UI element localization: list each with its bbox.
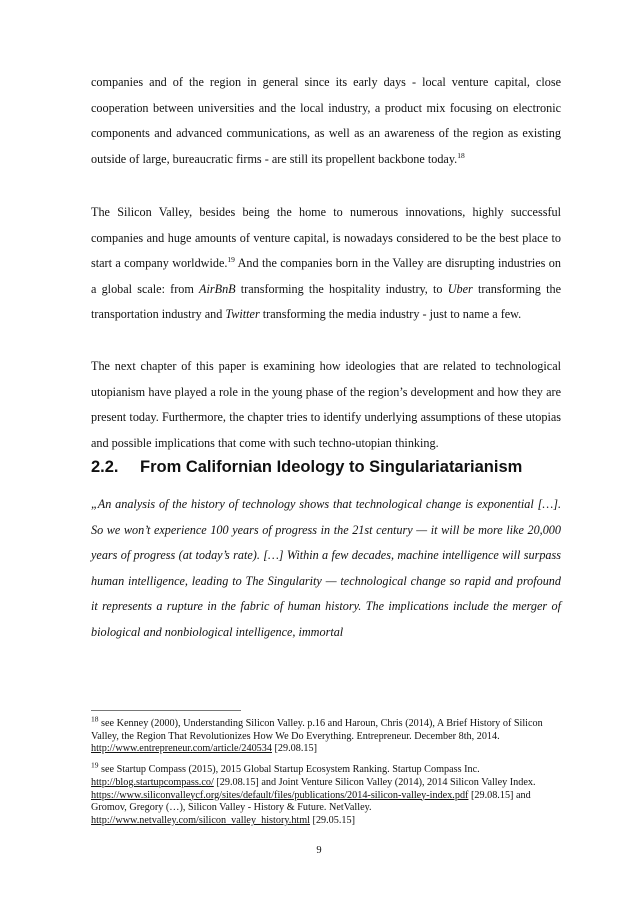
paragraph-2-part-1: The Silicon Valley, besides being the home to numerous innovations, highly successful companies and huge amounts of venture capital, is nowadays considered to be the best place to start a company worldwide. xyxy=(91,205,561,271)
footnote-18 xyxy=(91,714,561,756)
footnote-19-number: 19 xyxy=(91,760,99,770)
footnotes xyxy=(91,714,561,836)
paragraph-1-text xyxy=(91,70,561,172)
paragraph-2-part-4: transforming the transportation industry and xyxy=(91,281,561,322)
footnote-19-text-3: [29.08.15] and Gromov, Gregory (…), Silicon Valley - History & Future. NetValley. xyxy=(91,789,531,814)
footnote-18-text: see Kenney (2000), Understanding Silicon Valley. p.16 and Haroun, Chris (2014), A Brief History of Silicon Valley, the Region That Revolutionizes How We Do Everything. Entrepreneur. December 8th, 2014. xyxy=(91,718,543,742)
footnote-divider xyxy=(91,710,241,711)
section-title: From Californian Ideology to Singulariatarianism xyxy=(140,458,523,476)
twitter-name: Twitter xyxy=(225,307,260,322)
paragraph-2-part-5: transforming the media industry - just to name a few. xyxy=(259,307,522,322)
footnote-19-link-1[interactable]: http://blog.startupcompass.co/ xyxy=(91,776,214,788)
section-number: 2.2. xyxy=(91,458,119,476)
paragraph-1-body: companies and of the region in general since its early days - local venture capital, close cooperation between universities and the local industry, a product mix focusing on electronic components and advanced communications, as well as an awareness of the region as existing outside of large, bureaucratic firms - are still its propellent backbone today. xyxy=(91,75,561,166)
footnote-ref-19[interactable]: 19 xyxy=(227,255,235,265)
paragraph-2-part-3: transforming the hospitality industry, to xyxy=(235,281,448,296)
paragraph-2-text xyxy=(91,200,561,328)
footnote-19 xyxy=(91,760,561,828)
paragraph-2 xyxy=(91,200,561,328)
footnote-ref-18[interactable]: 18 xyxy=(457,150,465,160)
section-heading xyxy=(91,458,561,477)
footnote-19-link-2[interactable]: https://www.siliconvalleycf.org/sites/default/files/publications/2014-silicon-valley-index.pdf xyxy=(91,789,469,801)
quote-block xyxy=(91,492,561,646)
paragraph-3-text: The next chapter of this paper is examining how ideologies that are related to technological utopianism have played a role in the young phase of the region’s development and how they are present today. Furthermore, the chapter tries to identify underlying assumptions of these utopias and possible implications that come with such techno-utopian thinking. xyxy=(91,359,561,450)
airbnb-name: AirBnB xyxy=(199,281,236,296)
paragraph-3 xyxy=(91,354,561,456)
footnote-19-text-4: [29.05.15] xyxy=(310,814,355,826)
paragraph-2-part-2: And the companies born in the Valley are disrupting industries on a global scale: from xyxy=(91,256,561,296)
quote-text: „An analysis of the history of technology shows that technological change is exponential […]. So we won’t experience 100 years of progress in the 21st century — it will be more like 20,000 years of progress (at today’s rate). […] Within a few decades, machine intelligence will surpass human intelligence, leading to The Singularity — technological change so rapid and profound it represents a rupture in the fabric of human history. The implications include the merger of biological and nonbiological intelligence, immortal xyxy=(91,497,561,639)
footnote-18-link[interactable]: http://www.entrepreneur.com/article/240534 xyxy=(91,743,272,755)
page-number: 9 xyxy=(316,845,322,856)
footnote-18-number: 18 xyxy=(91,714,99,724)
footnote-19-text-2: [29.08.15] and Joint Venture Silicon Valley (2014), 2014 Silicon Valley Index. xyxy=(213,776,536,788)
paragraph-1 xyxy=(91,70,561,172)
footnote-19-link-3[interactable]: http://www.netvalley.com/silicon_valley_history.html xyxy=(91,814,310,826)
uber-name: Uber xyxy=(447,281,473,296)
footnote-18-date: [29.08.15] xyxy=(271,743,317,755)
footnote-19-text-1: see Startup Compass (2015), 2015 Global Startup Ecosystem Ranking. Startup Compass Inc. xyxy=(98,764,480,776)
